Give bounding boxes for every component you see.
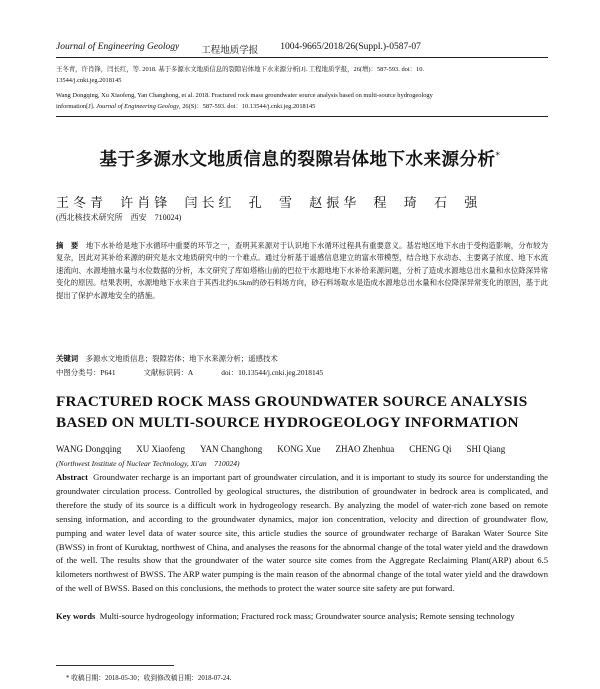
abstract-en — [56, 471, 548, 596]
abstract-cn-text: 地下水补给是地下水循环中重要的环节之一，查明其来源对于认识地下水循环过程具有重要意义。基岩地区地下水由于受构造影响，分布较为复杂，因此对其补给来源的研究是水文地质研究中的一个难点。通过分析基于遥感信息建立的富水带模型，结合地下水动态、主要离子浓度、地下水流速流向、水源地抽水量与水位数据的分析，本文研究了库如塔格山前的巴拉干水源地地下水补给来源问题，分析了造成水源地总出水量和水位降深异常变化的原因。结果表明，水源地地下水来自于其西北约6.5km的砂石料场方向，砂石料场取水是造成水源地总出水量和水位降深异常变化的原因，基于此提出了保护水源地安全的措施。 — [56, 241, 548, 300]
affiliation-cn: (西北核技术研究所 西安 710024) — [56, 213, 182, 222]
author-en: CHENG Qi — [409, 444, 452, 454]
footnote-rule — [56, 665, 174, 666]
affiliation-en: (Northwest Institute of Nuclear Technology, Xi'an 710024) — [56, 459, 240, 468]
keywords-en-label: Key words — [56, 611, 96, 621]
citation-cn-line1: 王冬青，许肖锋，闫长红，等. 2018. 基于多源水文地质信息的裂隙岩体地下水来源分析[J]. 工程地质学报，26(增)：587-593. doi：10. — [56, 66, 424, 73]
clc-number: 中图分类号：P641 — [56, 368, 116, 377]
keywords-cn-label: 关键词 — [56, 354, 79, 363]
keywords-cn — [56, 353, 548, 364]
issn-line: 1004-9665/2018/26(Suppl.)-0587-07 — [280, 42, 421, 52]
citation-cn — [56, 64, 548, 86]
citation-en-line2-post: , 26(S)：587-593. doi：10.13544/j.cnki.jeg.2018145 — [179, 103, 316, 110]
running-header — [56, 42, 548, 56]
footnote-received: * 收稿日期：2018-05-30；收到修改稿日期：2018-07-24. — [66, 675, 232, 682]
keywords-en-text: Multi-source hydrogeology information; Fractured rock mass; Groundwater source analysis; Remote sensing technology — [99, 611, 515, 621]
title-cn-text: 基于多源水文地质信息的裂隙岩体地下水来源分析 — [99, 150, 496, 170]
keywords-en — [56, 610, 548, 624]
journal-name-cn: 工程地质学报 — [201, 46, 259, 56]
authors-cn: 王冬青 许肖锋 闫长红 孔 雪 赵振华 程 琦 石 强 — [56, 195, 482, 210]
citation-en-line1: Wang Dongqing, Xu Xiaofeng, Yan Changhong, et al. 2018. Fractured rock mass groundwater source analysis based on multi-source hydrogeology — [56, 92, 433, 99]
header-rule — [56, 57, 548, 58]
author-en: XU Xiaofeng — [136, 444, 185, 454]
citation-en-line2-pre: information[J]. — [56, 103, 97, 110]
abstract-en-text: Groundwater recharge is an important part of groundwater circulation, and it is important to study its source for understanding the groundwater circulation process. Controlled by geological structures, the distribution of groundwater in bedrock area is complicated, and therefore the study of its source is a difficult work in hydrogeology research. By analyzing the model of water-rich zone based on remote sensing information, and according to the groundwater dynamics, major ion concentration, velocity and direction of groundwater flow, pumping and water level data of water source site, this article studies the source of groundwater recharge of Barakan Water Source Site (BWSS) in front of Kuruktag, northwest of China, and analyses the reasons for the abnormal change of the total water yield and the drawdown of the well. The results show that the groundwater of the water source site comes from the Aggregate Reclaiming Plant(ARP) about 6.5 kilometers northwest of BWSS. The ARP water pumping is the main reason of the abnormal change of the total water yield and the drawdown of the well of BWSS. Based on this conclusions, the methods to protect the water source site safety are put forward. — [56, 472, 548, 594]
doi-cn: doi：10.13544/j.cnki.jeg.2018145 — [221, 368, 324, 377]
citation-en-journal: Journal of Engineering Geology — [96, 103, 180, 110]
journal-name-en: Journal of Engineering Geology — [56, 42, 180, 52]
document-code: 文献标识码：A — [143, 368, 194, 377]
author-en: YAN Changhong — [200, 444, 263, 454]
author-en: KONG Xue — [277, 444, 321, 454]
author-en: SHI Qiang — [466, 444, 506, 454]
citation-en-line2 — [56, 101, 548, 112]
abstract-cn — [56, 240, 548, 302]
classification-cn — [56, 367, 548, 378]
abstract-en-label: Abstract — [56, 472, 88, 482]
keywords-cn-text: 多源水文地质信息；裂隙岩体；地下水来源分析；遥感技术 — [85, 354, 278, 363]
title-en: FRACTURED ROCK MASS GROUNDWATER SOURCE ANALYSIS BASED ON MULTI-SOURCE HYDROGEOLOGY INFORMATION — [56, 393, 528, 431]
title-footnote-mark: * — [495, 151, 501, 162]
authors-en — [56, 444, 505, 454]
title-cn — [0, 146, 600, 171]
abstract-cn-label: 摘 要 — [56, 241, 79, 250]
citation-en — [56, 90, 548, 112]
author-en: WANG Dongqing — [56, 444, 122, 454]
author-en: ZHAO Zhenhua — [335, 444, 395, 454]
citation-cn-line2: 13544/j.cnki.jeg.2018145 — [56, 77, 122, 84]
citation-rule — [56, 116, 548, 117]
